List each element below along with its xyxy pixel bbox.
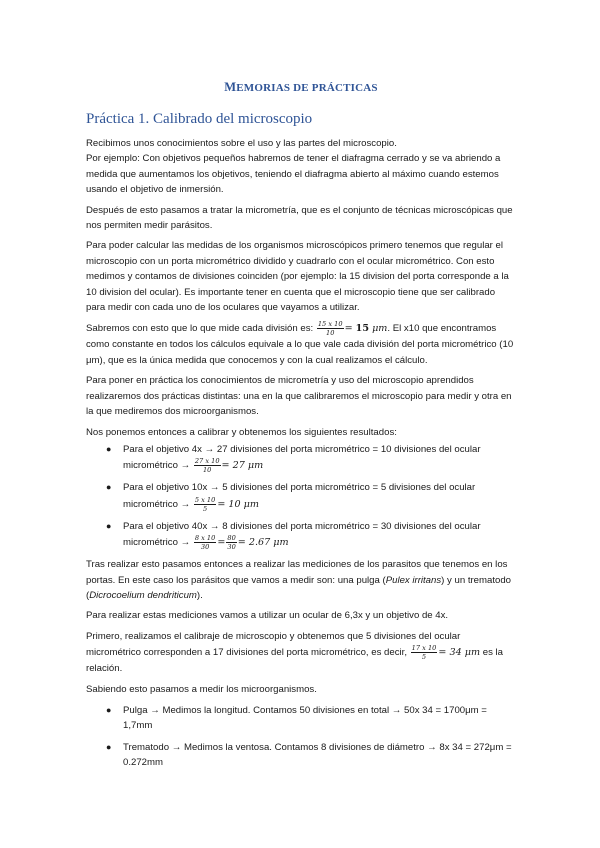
title-capital: M — [224, 80, 237, 94]
bullet-icon: ● — [106, 741, 112, 752]
paragraph-text: Primero, realizamos el calibraje de microscopio y obtenemos que 5 divisiones del ocular micrométrico corresponden a 17 divisiones del porta micrométrico, es decir, — [86, 630, 461, 659]
fraction-numerator: 17 x 10 — [411, 644, 437, 653]
title-rest: EMORIAS DE PRÁCTICAS — [236, 82, 378, 94]
section-heading: Práctica 1. Calibrado del microscopio — [86, 111, 313, 127]
paragraph-text: Recibimos unos conocimientos sobre el uso y las partes del microscopio. — [86, 138, 397, 149]
paragraph: Sabiendo esto pasamos a medir los microorganismos. — [86, 683, 317, 695]
fraction-numerator: 15 x 10 — [317, 320, 343, 329]
math-eq: = — [217, 537, 226, 549]
list-item-text: Pulga → Medimos la longitud. Contamos 50 divisiones en total → 50x 34 = 1700μm = 1,7mm — [123, 704, 487, 732]
list-item — [86, 703, 516, 734]
list-item — [86, 442, 516, 474]
species-name: Dicrocoelium dendriticum — [89, 589, 197, 601]
species-name: Pulex irritans — [385, 574, 442, 586]
list-item — [86, 519, 516, 551]
fraction — [226, 534, 236, 551]
fraction — [194, 496, 217, 513]
paragraph-text: ). — [196, 589, 203, 601]
list-item-text: Para el objetivo 10x → 5 divisiones del porta micrométrico = 5 divisiones del ocular micrométrico → — [123, 482, 476, 510]
paragraph: Después de esto pasamos a tratar la micrometría, que es el conjunto de técnicas microscópicas que nos permiten medir parásitos. — [86, 204, 513, 232]
fraction — [411, 644, 438, 661]
results-list — [86, 442, 516, 551]
paragraph-text: Por ejemplo: Con objetivos pequeños habremos de tener el diafragma cerrado y se va abriendo a medida que aumentamos los objetivos, teniendo el diafragma abierto al máximo cuando estemos usando el objetivo de inmersión. — [86, 153, 501, 196]
paragraph — [86, 136, 516, 151]
paragraph — [86, 557, 516, 603]
list-item — [86, 480, 516, 512]
list-item-text: Para el objetivo 40x → 8 divisiones del porta micrométrico = 30 divisiones del ocular micrométrico → — [123, 520, 481, 549]
math-unit: μm — [369, 323, 388, 335]
paragraph — [86, 320, 516, 368]
fraction-denominator: 30 — [200, 543, 210, 552]
fraction-denominator: 10 — [202, 466, 212, 475]
paragraph — [86, 151, 516, 197]
fraction — [194, 534, 217, 551]
paragraph-text: Tras realizar esto pasamos entonces a realizar las mediciones de los parasitos que tenemos en los portas. En este caso los parásitos que vamos a medir son: una pulga ( — [86, 559, 508, 586]
document-title — [86, 80, 516, 95]
fraction-numerator: 8 x 10 — [194, 534, 216, 543]
paragraph-text: . El x10 que encontramos como constante en todos los cálculos equivale a lo que vale cada división del porta micrométrico (10 μm), que es la única medida que conocemos y con la cual realizamos el cálculo. — [86, 323, 514, 366]
bullet-icon: ● — [106, 482, 112, 493]
fraction-denominator: 5 — [421, 653, 427, 662]
measurements-list — [86, 703, 516, 771]
math-result: 15 — [355, 323, 370, 335]
paragraph: Nos ponemos entonces a calibrar y obtenemos los siguientes resultados: — [86, 426, 397, 438]
fraction-numerator: 5 x 10 — [194, 495, 216, 504]
fraction — [194, 457, 221, 474]
list-item — [86, 740, 516, 771]
paragraph-text: es la relación. — [86, 647, 503, 675]
math-result: = 2.67 μm — [237, 537, 289, 549]
fraction-denominator: 5 — [202, 504, 208, 513]
math-result: = 27 μm — [221, 460, 264, 472]
fraction — [317, 320, 344, 337]
bullet-icon: ● — [106, 443, 112, 454]
list-item-text: Trematodo → Medimos la ventosa. Contamos 8 divisiones de diámetro → 8x 34 = 272μm = 0.272mm — [123, 741, 512, 769]
fraction-denominator: 30 — [227, 543, 236, 552]
document-page — [86, 80, 516, 777]
paragraph — [86, 629, 516, 677]
math-result: = 34 μm — [438, 647, 481, 659]
math-eq: = — [344, 323, 356, 335]
bullet-icon: ● — [106, 704, 112, 715]
paragraph-text: Sabremos con esto que lo que mide cada división es: — [86, 323, 316, 335]
bullet-icon: ● — [106, 520, 112, 531]
fraction-numerator: 27 x 10 — [194, 457, 220, 466]
fraction-denominator: 10 — [326, 329, 335, 338]
paragraph: Para realizar estas mediciones vamos a utilizar un ocular de 6,3x y un objetivo de 4x. — [86, 610, 449, 622]
math-result: = 10 μm — [217, 498, 260, 510]
paragraph-text: ) y un trematodo ( — [86, 574, 512, 601]
paragraph: Para poder calcular las medidas de los organismos microscópicos primero tenemos que regular el microscopio con un porta micrométrico dividido y cuadrarlo con el ocular micrométrico. Con esto medimos y contamos de divisiones coinciden (por ejemplo: la 15 division del porta corresponde a la 10 division del ocular). Es importante tener en cuenta que el microscopio tiene que ser calibrado para medir con cada uno de los oculares que vayamos a utilizar. — [86, 240, 509, 314]
list-item-text: Para el objetivo 4x → 27 divisiones del porta micrométrico = 10 divisiones del ocular micrométrico → — [123, 443, 481, 472]
fraction-numerator: 80 — [227, 534, 236, 543]
paragraph: Para poner en práctica los conocimientos de micrometría y uso del microscopio aprendidos realizaremos dos prácticas distintas: una en la que calibraremos el microscopio para medir y otra en la que mediremos dos microorganismos. — [86, 375, 512, 418]
